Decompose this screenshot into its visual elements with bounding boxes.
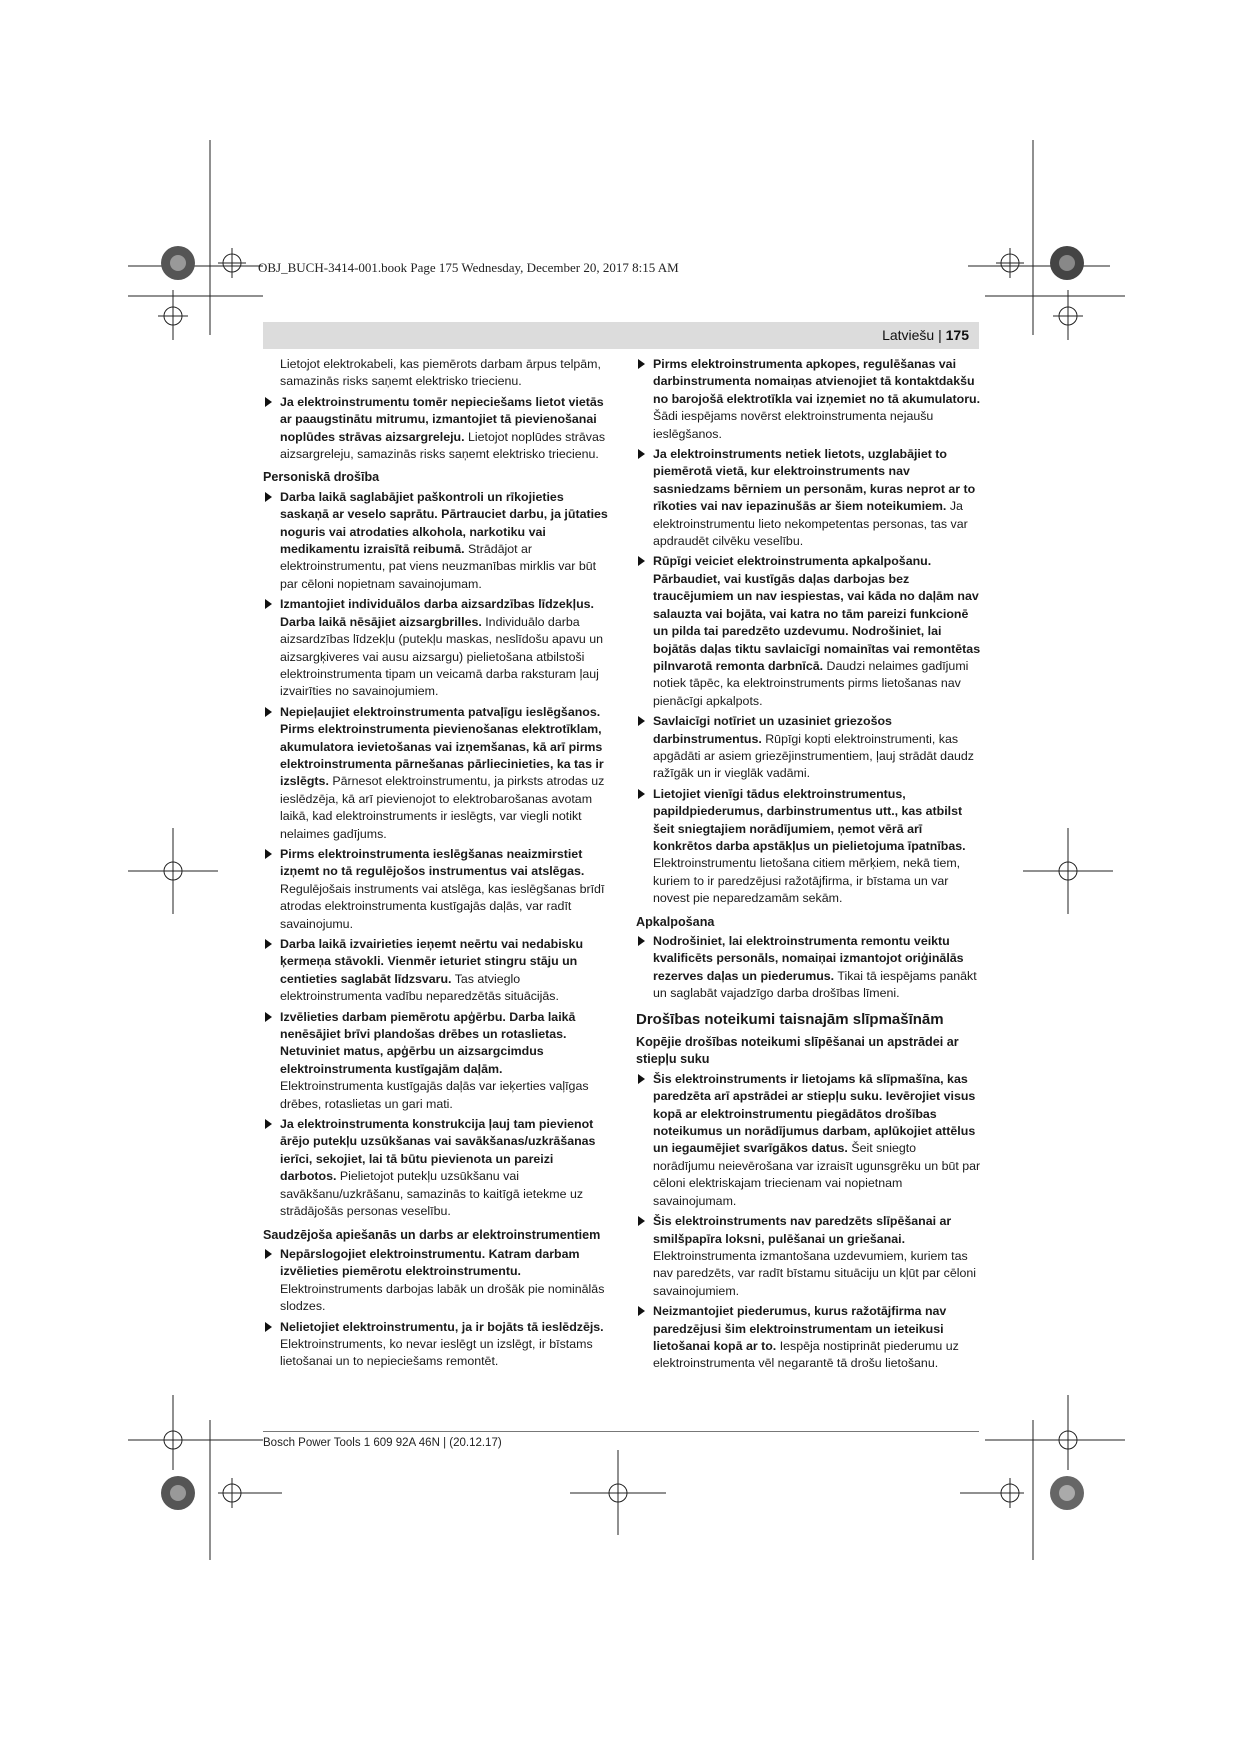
- list-item: [636, 786, 981, 908]
- list-item: [263, 846, 608, 933]
- list-item: [263, 1009, 608, 1113]
- list-item: [263, 596, 608, 700]
- list-item: [636, 1303, 981, 1373]
- item-text: Elektroinstrumentu lietošana citiem mērķiem, nekā tiem, kuriem to ir paredzējusi ražotājfirma, ir bīstama un var novest pie neparedzamām sekām.: [653, 856, 961, 906]
- page-header: [263, 322, 979, 349]
- header-separator: |: [934, 327, 946, 343]
- item-text: Lietojot noplūdes strāvas aizsargreleju, samazinās risks saņemt elektrisko triecienu.: [280, 429, 606, 462]
- item-text: Elektroinstruments darbojas labāk un drošāk pie nominālās slodzes.: [280, 1281, 605, 1314]
- bullet-triangle-icon: [638, 449, 645, 459]
- heading-service: Apkalpošana: [636, 914, 715, 929]
- bullet-triangle-icon: [638, 556, 645, 566]
- item-bold: Ja elektroinstruments netiek lietots, uzglabājiet to piemērotā vietā, kur elektroinstruments nav sasniedzams bērniem un personām, kuras neprot ar to rīkoties vai nav iepazinušās ar šiem noteikumiem.: [653, 447, 976, 514]
- item-bold: Nepieļaujiet elektroinstrumenta patvaļīgu ieslēgšanos. Pirms elektroinstrumenta pievienošanas elektrotīklam, akumulatora ievietošanas vai izņemšanas, kā arī pirms elektroinstrumenta pārnešanas pārliecinieties, ka tas ir izslēgts.: [280, 704, 604, 789]
- heading-careful-use: Saudzējoša apiešanās un darbs ar elektroinstrumentiem: [263, 1227, 601, 1242]
- item-text: Individuālo darba aizsardzības līdzekļu (putekļu maskas, neslīdošu apavu un aizsargķiveres vai ausu aizsargu) pielietošana atbilstoši elektroinstrumenta tipam un veicamā darba raksturam ļauj izvairīties no savainojumiem.: [280, 614, 604, 699]
- item-bold: Rūpīgi veiciet elektroinstrumenta apkalpošanu. Pārbaudiet, vai kustīgās daļas darbojas bez traucējumiem un nav iespiestas, vai kāda no daļām nav salauzta vai bojāta, vai katra no tām pareizi funkcionē un pilda tai paredzēto uzdevumu. Nodrošiniet, lai bojātās daļas tiktu savlaicīgi nomainītas vai remontētas pilnvarotā remonta darbnīcā.: [653, 554, 981, 673]
- item-bold: Ja elektroinstrumentu tomēr nepieciešams lietot vietās ar paaugstinātu mitrumu, izmantojiet tā pievienošanai noplūdes strāvas aizsargreleju.: [280, 394, 604, 444]
- item-bold: Darba laikā izvairieties ieņemt neērtu vai nedabisku ķermeņa stāvokli. Vienmēr ieturiet stingru stāju un centieties saglabāt līdzsvaru.: [280, 937, 584, 986]
- bullet-triangle-icon: [265, 1249, 272, 1259]
- bullet-triangle-icon: [638, 789, 645, 799]
- list-item: [263, 394, 608, 464]
- item-text: Šeit sniegto norādījumu neievērošana var izraisīt ugunsgrēku un būt par cēloni elektriskajam triecienam vai nopietnam savainojumam.: [653, 1141, 981, 1208]
- item-text: Daudzi nelaimes gadījumi notiek tāpēc, ka elektroinstruments pirms lietošanas nav pienācīgi apkalpots.: [653, 658, 969, 708]
- item-bold: Neizmantojiet piederumus, kurus ražotājfirma nav paredzējusi šim elektroinstrumentam un ieteikusi lietošanai kopā ar to.: [653, 1304, 947, 1353]
- header-text: [882, 327, 969, 343]
- item-text: Tikai tā iespējams panākt un saglabāt vajadzīgo darba drošības līmeni.: [653, 968, 977, 1001]
- item-bold: Savlaicīgi notīriet un uzasiniet griezošos darbinstrumentus.: [653, 714, 892, 746]
- list-item: [636, 356, 981, 443]
- bullet-triangle-icon: [265, 1322, 272, 1332]
- item-bold: Nelietojiet elektroinstrumentu, ja ir bojāts tā ieslēdzējs.: [280, 1319, 604, 1334]
- bullet-triangle-icon: [638, 1216, 645, 1226]
- list-item: [263, 1246, 608, 1316]
- item-text: Pārnesot elektroinstrumentu, ja pirksts atrodas uz ieslēdzēja, kā arī pievienojot to elektrobarošanas avotam laikā, kad elektroinstruments ir ieslēgts, var viegli notikt nelaimes gadījums.: [280, 774, 605, 841]
- bullet-triangle-icon: [265, 1012, 272, 1022]
- list-item: [636, 1213, 981, 1300]
- item-text: Strādājot ar elektroinstrumentu, pat viens neuzmanības mirklis var būt par cēloni nopietnam savainojumam.: [280, 542, 597, 591]
- heading-personal-safety: Personiskā drošība: [263, 470, 380, 485]
- item-bold: Šis elektroinstruments nav paredzēts slīpēšanai ar smilšpapīra loksni, pulēšanai un griešanai.: [653, 1214, 952, 1246]
- bullet-triangle-icon: [638, 359, 645, 369]
- item-bold: Nepārslogojiet elektroinstrumentu. Katram darbam izvēlieties piemērotu elektroinstrumentu.: [280, 1246, 580, 1279]
- bullet-triangle-icon: [638, 936, 645, 946]
- bullet-triangle-icon: [638, 1074, 645, 1084]
- item-text: Pielietojot putekļu uzsūkšanu vai savākšanu/uzkrāšanu, samazinās to kaitīgā ietekme uz strādājošās personas veselību.: [280, 1169, 584, 1219]
- paragraph-intro: Lietojot elektrokabeli, kas piemērots darbam ārpus telpām, samazinās risks saņemt elektrisko triecienu.: [280, 357, 601, 389]
- list-item: [636, 553, 981, 710]
- section-title: Drošības noteikumi taisnajām slīpmašīnām: [636, 1010, 944, 1028]
- bullet-triangle-icon: [265, 1119, 272, 1129]
- item-bold: Darba laikā saglabājiet paškontroli un rīkojieties saskaņā ar veselo saprātu. Pārtrauciet darbu, ja jūtaties noguris vai atrodaties alkohola, narkotiku vai medikamentu izraisītā reibumā.: [280, 489, 608, 557]
- bullet-triangle-icon: [265, 492, 272, 502]
- list-item: [263, 936, 608, 1006]
- item-bold: Izvēlieties darbam piemērotu apģērbu. Darba laikā nenēsājiet brīvi plandošas drēbes un rotaslietas. Netuviniet matus, apģērbu un aizsargcimdus elektroinstrumenta kustīgajām daļām.: [280, 1009, 576, 1076]
- bullet-triangle-icon: [265, 599, 272, 609]
- item-bold: Pirms elektroinstrumenta ieslēgšanas neaizmirstiet izņemt no tā regulējošos instrumentus vai atslēgas.: [280, 846, 585, 879]
- item-text: Elektroinstrumenta izmantošana uzdevumiem, kuriem tas nav paredzēts, var radīt bīstamu situāciju un kļūt par cēloni savainojumiem.: [653, 1248, 977, 1298]
- list-item: [636, 933, 981, 1003]
- left-column: [263, 356, 608, 1374]
- item-text: Iespēja nostiprināt piederumu uz elektroinstrumenta vēl negarantē tā drošu lietošanu.: [653, 1338, 959, 1371]
- item-text: Rūpīgi kopti elektroinstrumenti, kas apgādāti ar asiem griezējinstrumentiem, ļauj strādāt daudz ražīgāk un ir vieglāk vadāmi.: [653, 731, 974, 781]
- item-text: Regulējošais instruments vai atslēga, kas ieslēgšanas brīdī atrodas elektroinstrumenta kustīgajās daļās, var radīt savainojumu.: [280, 881, 605, 931]
- page-number: 175: [945, 327, 969, 343]
- bullet-triangle-icon: [265, 397, 272, 407]
- item-text: Šādi iespējams novērst elektroinstrumenta nejaušu ieslēgšanos.: [653, 409, 934, 441]
- bullet-triangle-icon: [638, 716, 645, 726]
- right-column: [636, 356, 981, 1376]
- item-bold: Nodrošiniet, lai elektroinstrumenta remontu veiktu kvalificēts personāls, nomaiņai izmantojot oriģinālās rezerves daļas un piederumus.: [653, 934, 964, 983]
- item-bold: Ja elektroinstrumenta konstrukcija ļauj tam pievienot ārējo putekļu uzsūkšanas vai savākšanas/uzkrāšanas ierīci, sekojiet, lai tā būtu pievienota un pareizi darbotos.: [280, 1117, 596, 1184]
- item-text: Elektroinstrumenta kustīgajās daļās var ieķerties vaļīgas drēbes, rotaslietas un gari mati.: [280, 1079, 589, 1111]
- item-bold: Šis elektroinstruments ir lietojams kā slīpmašīna, kas paredzēta arī apstrādei ar stiepļu suku. Ievērojiet visus kopā ar elektroinstrumentu piegādātos drošības noteikumus un norādījumus darbam, aplūkojiet attēlus un iegaumējiet svarīgākos datus.: [653, 1071, 976, 1156]
- list-item: [263, 704, 608, 843]
- bullet-triangle-icon: [265, 939, 272, 949]
- item-bold: Izmantojiet individuālos darba aizsardzības līdzekļus. Darba laikā nēsājiet aizsargbrilles.: [280, 597, 594, 629]
- list-item: [636, 1071, 981, 1210]
- footer-rule: [263, 1431, 979, 1432]
- item-text: Tas atvieglo elektroinstrumenta vadību neparedzētās situācijās.: [280, 971, 559, 1004]
- bullet-triangle-icon: [638, 1306, 645, 1316]
- bullet-triangle-icon: [265, 707, 272, 717]
- subheading-general-rules: Kopējie drošības noteikumi slīpēšanai un apstrādei ar stiepļu suku: [636, 1035, 959, 1067]
- item-text: Elektroinstruments, ko nevar ieslēgt un izslēgt, ir bīstams lietošanai un to nepieciešams remontēt.: [280, 1336, 593, 1369]
- bullet-triangle-icon: [265, 849, 272, 859]
- item-bold: Lietojiet vienīgi tādus elektroinstrumentus, papildpiederumus, darbinstrumentus utt., kas atbilst šeit sniegtajiem norādījumiem, ņemot vērā arī konkrētos darba apstākļus un pielietojuma īpatnības.: [653, 786, 966, 853]
- item-text: Ja elektroinstrumentu lieto nekompetentas personas, tas var apdraudēt cilvēku veselību.: [653, 499, 968, 549]
- item-bold: Pirms elektroinstrumenta apkopes, regulēšanas vai darbinstrumenta nomaiņas atvienojiet tā kontaktdakšu no barojošā elektrotīkla vai izņemiet no tā akumulatoru.: [653, 357, 981, 406]
- list-item: [636, 713, 981, 783]
- print-slug: OBJ_BUCH-3414-001.book Page 175 Wednesday, December 20, 2017 8:15 AM: [258, 260, 679, 275]
- list-item: [263, 489, 608, 593]
- header-language: Latviešu: [882, 327, 935, 343]
- list-item: [263, 1116, 608, 1220]
- list-item: [636, 446, 981, 550]
- list-item: [263, 1319, 608, 1371]
- page-footer: Bosch Power Tools 1 609 92A 46N | (20.12.17): [263, 1437, 502, 1449]
